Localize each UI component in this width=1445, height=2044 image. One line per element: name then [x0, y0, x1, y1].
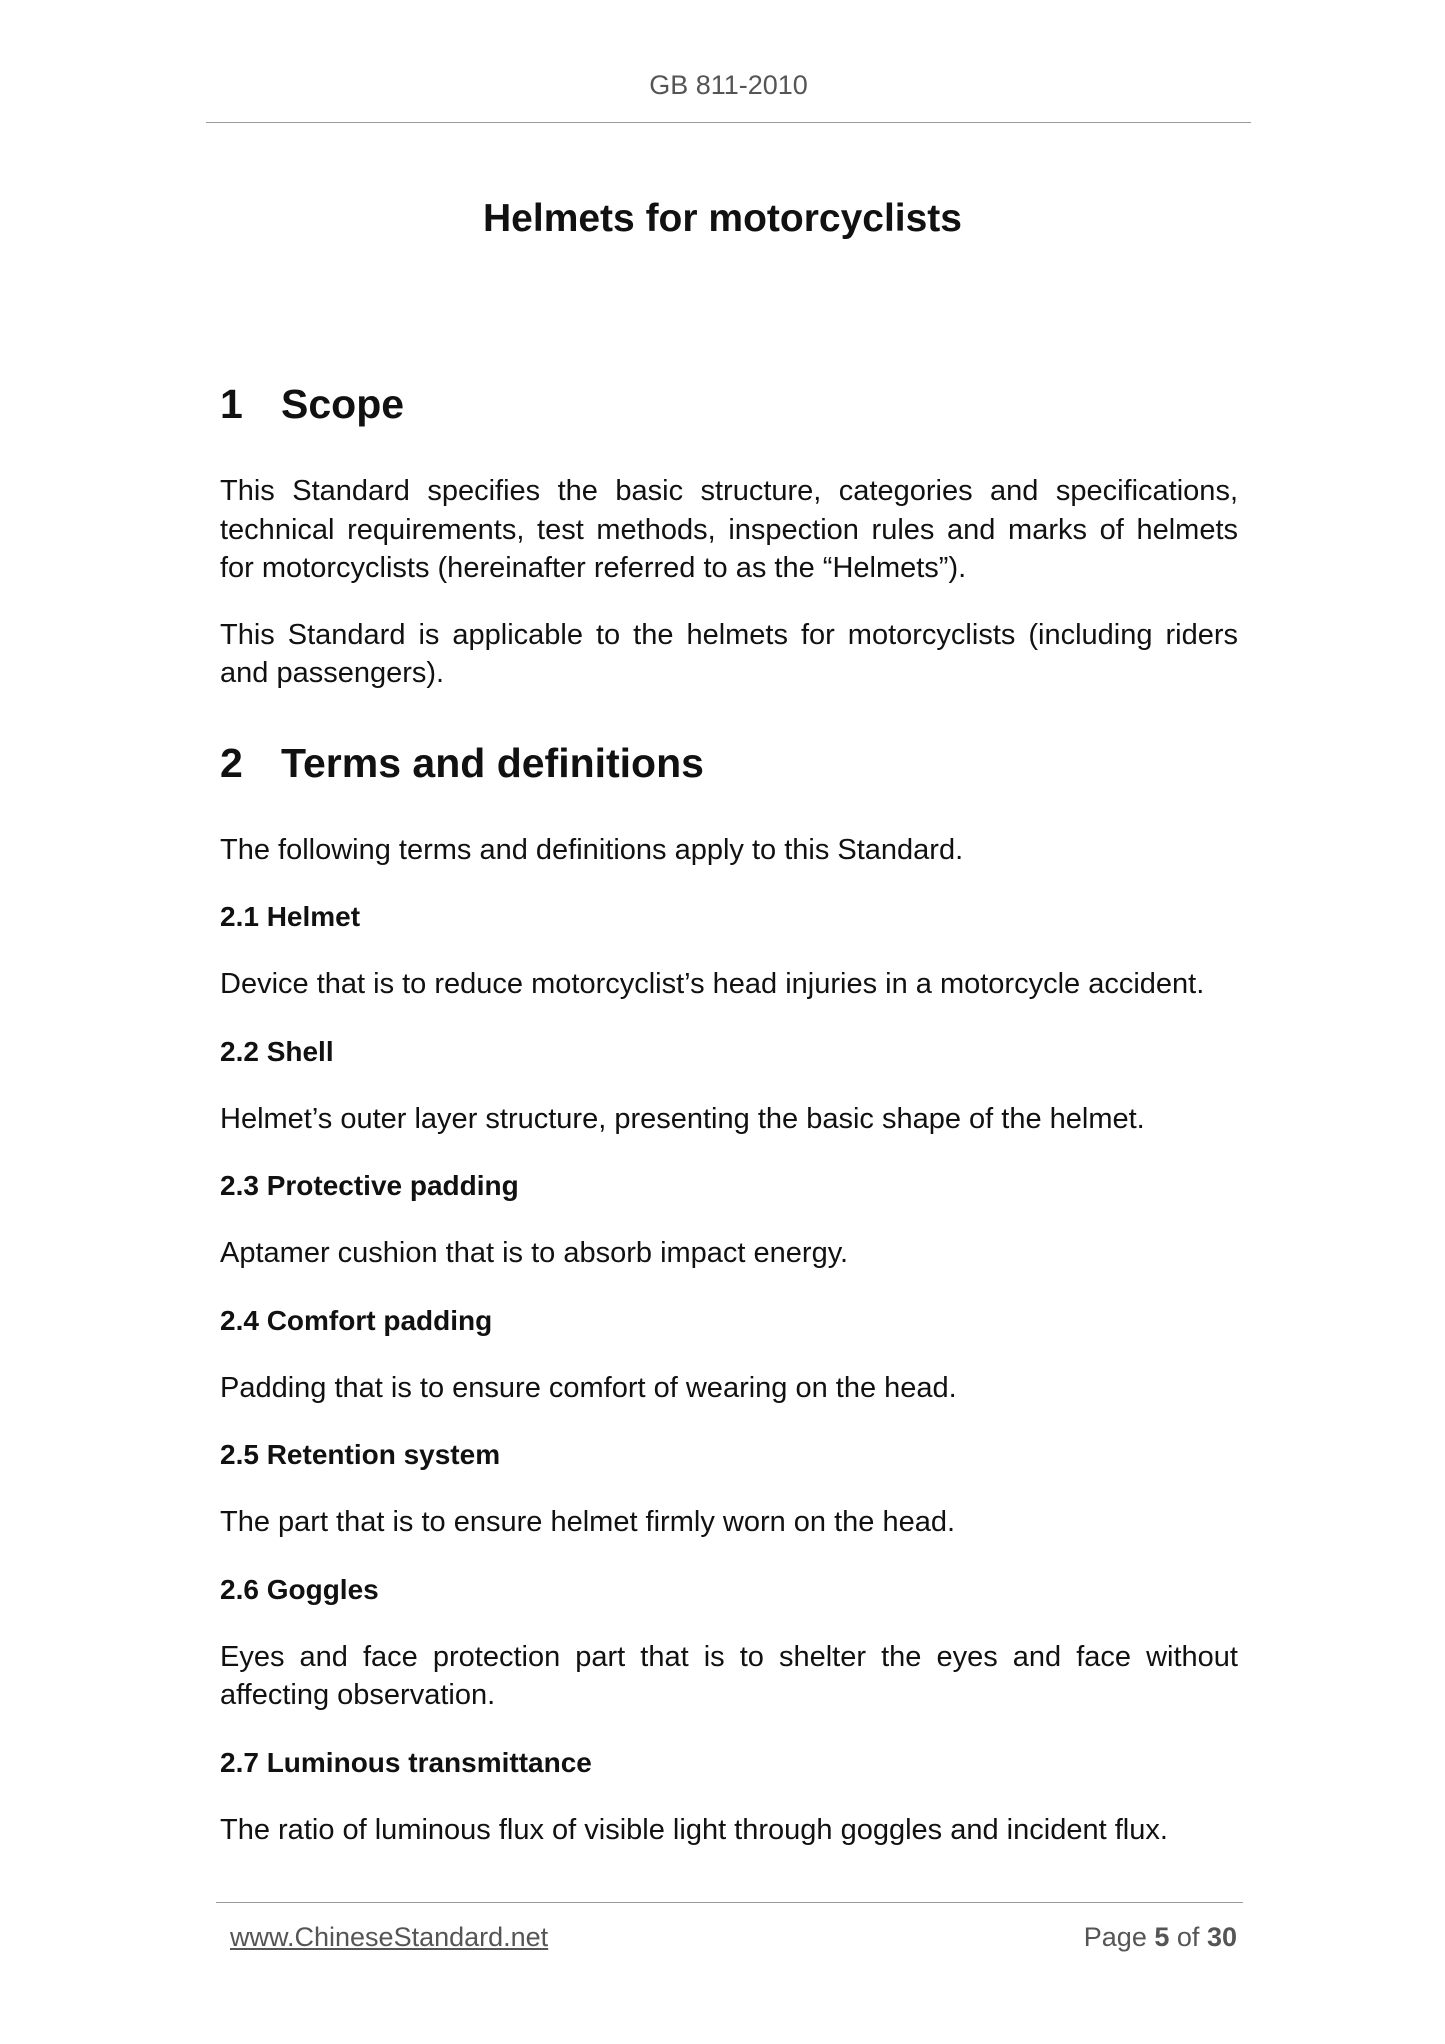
- term-heading: 2.5 Retention system: [220, 1439, 501, 1470]
- term-heading: 2.1 Helmet: [220, 901, 361, 932]
- page-label: Page: [1083, 1922, 1147, 1952]
- term-heading: 2.2 Shell: [220, 1035, 334, 1067]
- section-number: 2: [220, 739, 243, 786]
- terms-intro: The following terms and definitions apply to this Standard.: [220, 833, 964, 866]
- term-definition: Device that is to reduce motorcyclist’s head injuries in a motorcycle accident.: [220, 968, 1205, 1000]
- section-heading-scope: [220, 374, 1238, 434]
- header-divider: [206, 122, 1251, 123]
- term-definition: Padding that is to ensure comfort of wearing on the head.: [220, 1371, 957, 1404]
- term-heading: 2.4 Comfort padding: [220, 1304, 493, 1336]
- page-content: [220, 374, 1238, 1849]
- term-definition: The part that is to ensure helmet firmly worn on the head.: [220, 1506, 956, 1538]
- term-heading: 2.7 Luminous transmittance: [220, 1746, 592, 1778]
- footer-website-link[interactable]: www.ChineseStandard.net: [230, 1922, 549, 1952]
- term-definition: Eyes and face protection part that is to shelter the eyes and face without affecting observation.: [220, 1640, 1238, 1711]
- term-definition: Aptamer cushion that is to absorb impact energy.: [220, 1237, 849, 1269]
- page-current: 5: [1154, 1922, 1170, 1952]
- scope-paragraph: This Standard is applicable to the helmets for motorcyclists (including riders and passengers).: [220, 618, 1238, 689]
- page-total: 30: [1206, 1922, 1237, 1952]
- section-heading-terms: [220, 733, 1238, 793]
- page-indicator: [1084, 1922, 1237, 1953]
- scope-paragraph: This Standard specifies the basic structure, categories and specifications, technical requirements, test methods, inspection rules and marks of helmets for motorcyclists (hereinafter referred to as the “Helmets”).: [220, 475, 1238, 584]
- document-title: Helmets for motorcyclists: [483, 197, 962, 240]
- page-of: of: [1176, 1922, 1200, 1952]
- term-definition: Helmet’s outer layer structure, presenting the basic shape of the helmet.: [220, 1102, 1145, 1135]
- section-title: Terms and definitions: [281, 739, 704, 786]
- section-title: Scope: [281, 381, 405, 427]
- term-definition: The ratio of luminous flux of visible light through goggles and incident flux.: [220, 1813, 1168, 1846]
- running-header: GB 811-2010: [649, 70, 808, 100]
- term-heading: 2.3 Protective padding: [220, 1170, 519, 1201]
- section-number: 1: [220, 381, 243, 427]
- term-heading: 2.6 Goggles: [220, 1573, 379, 1605]
- footer-divider: [216, 1902, 1243, 1903]
